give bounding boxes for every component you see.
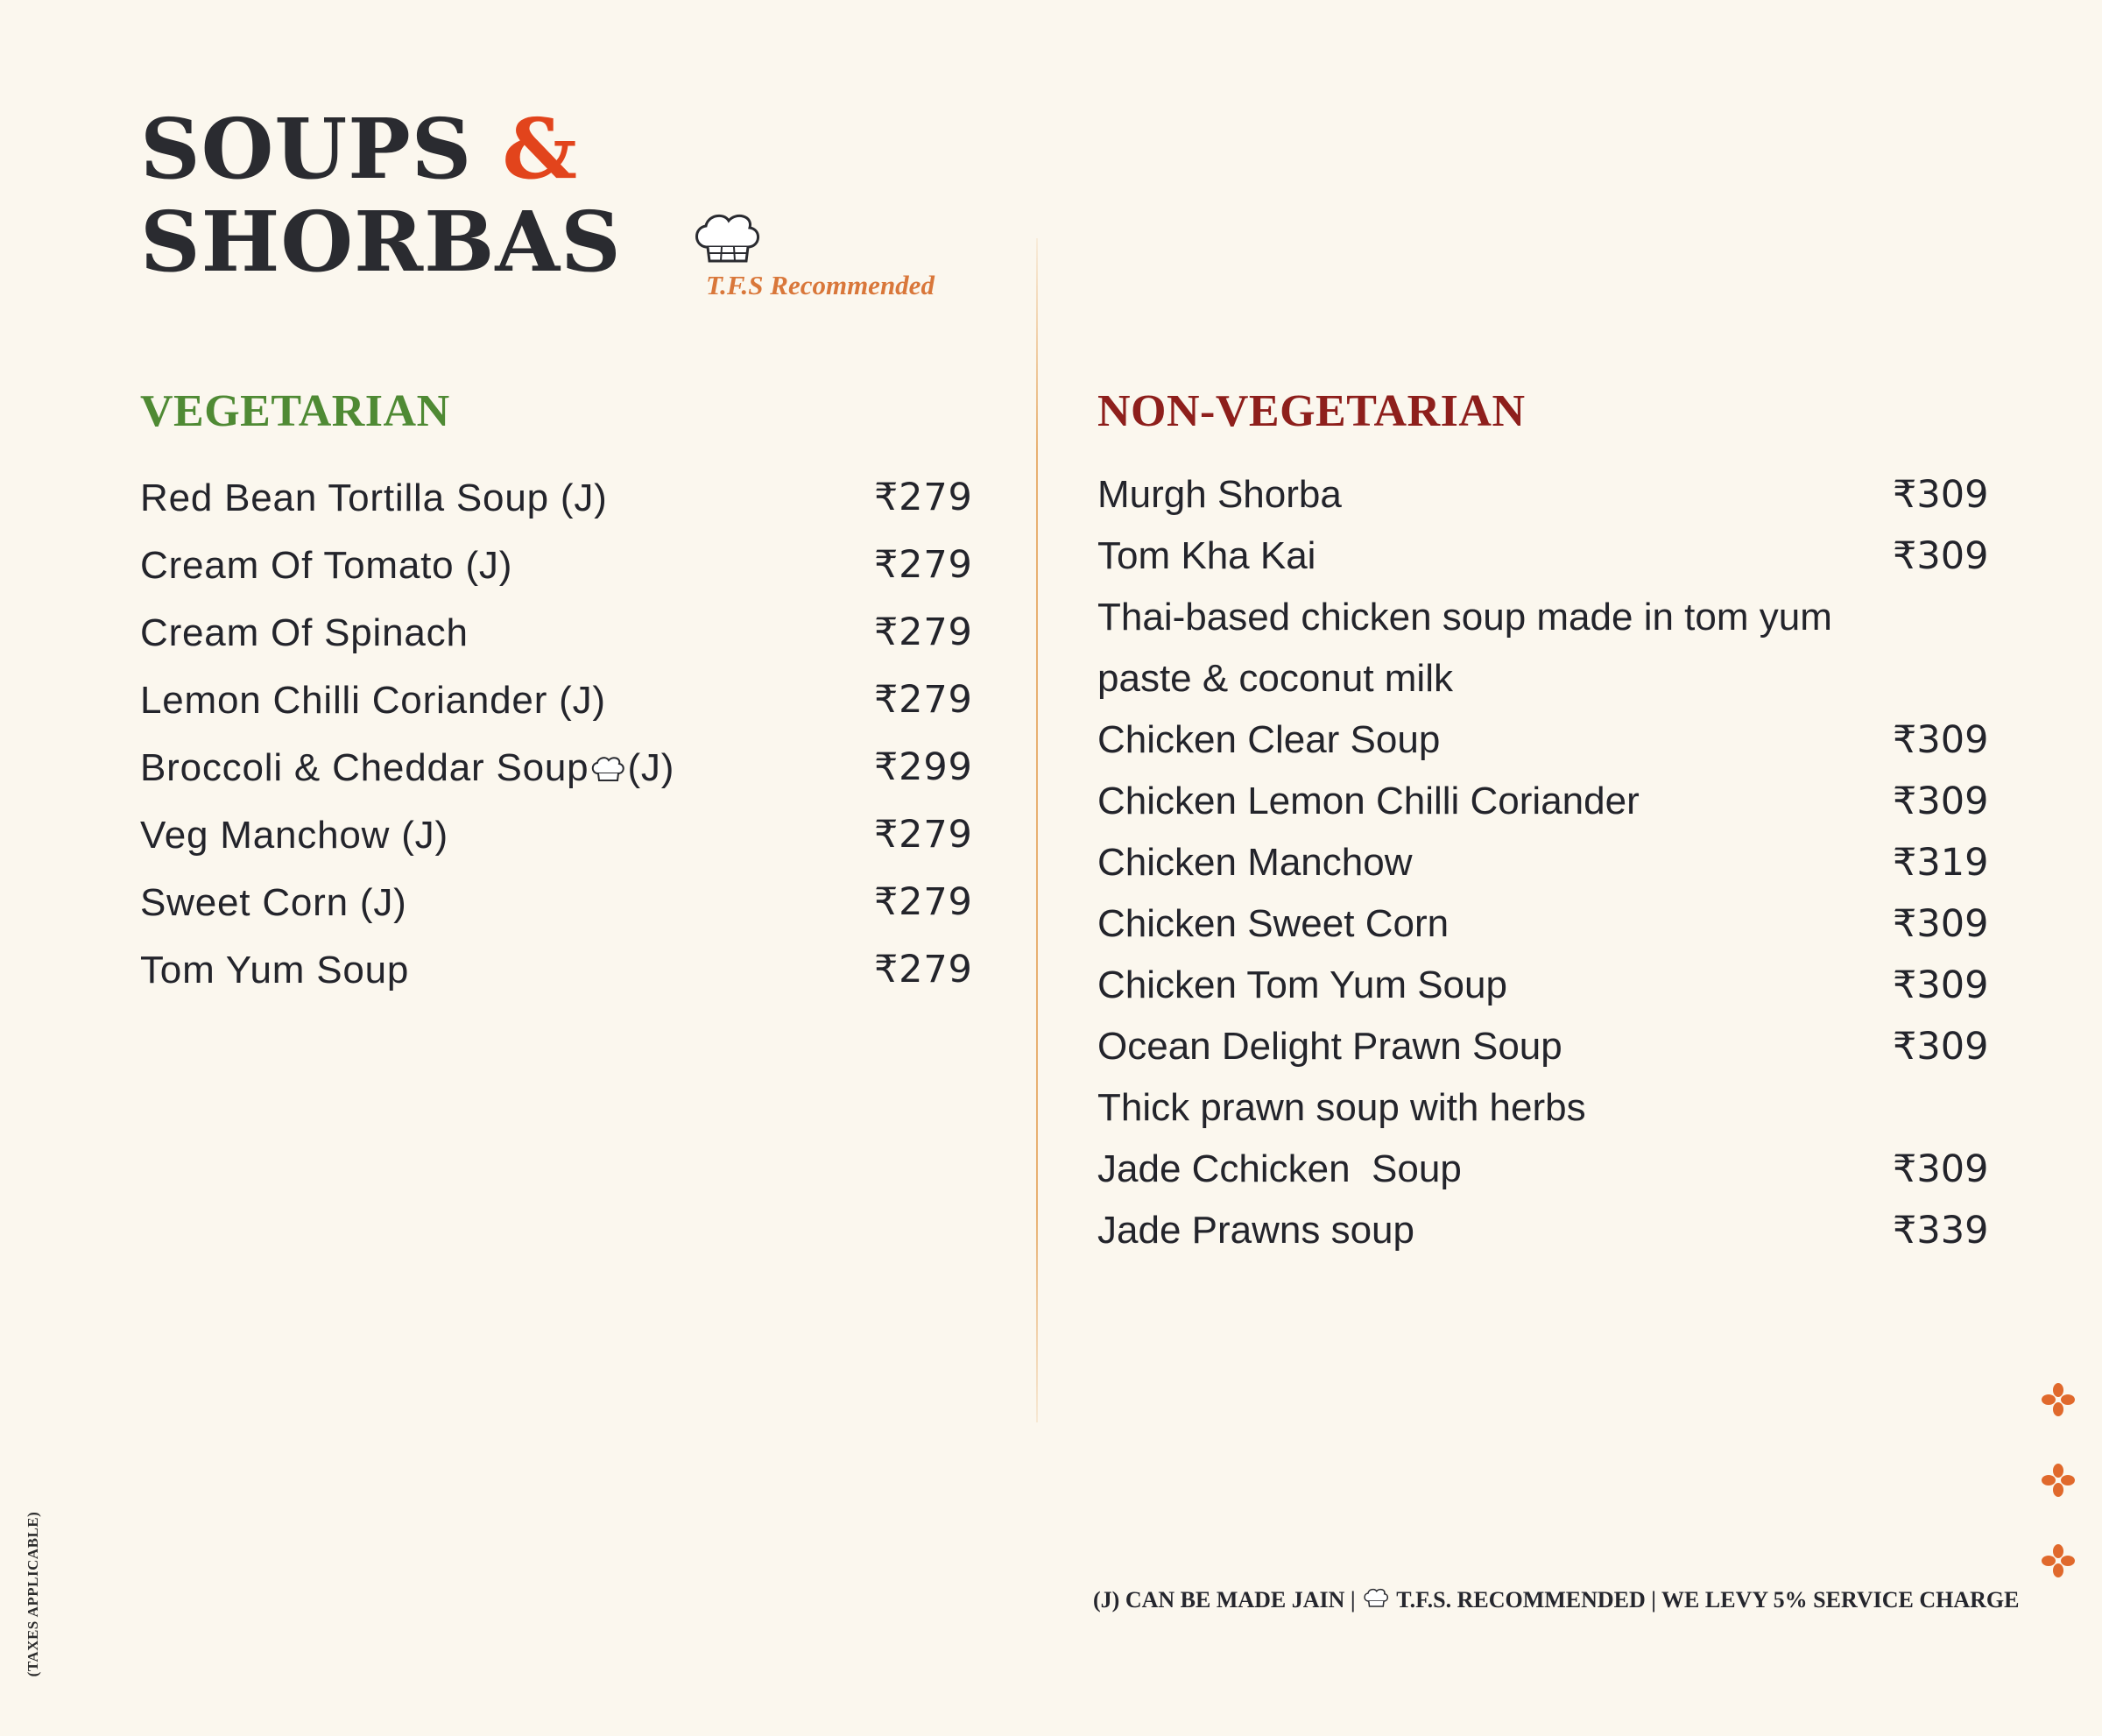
- item-name: Tom Yum Soup: [140, 949, 410, 991]
- item-name: Lemon Chilli Coriander (J): [140, 679, 606, 722]
- menu-item: [1097, 464, 1989, 526]
- menu-item: [140, 801, 973, 869]
- item-name: Chicken Sweet Corn: [1097, 902, 1450, 945]
- title-line-2: SHORBAS: [140, 194, 622, 291]
- vegetarian-heading: VEGETARIAN: [140, 386, 450, 436]
- menu-item: [1097, 1016, 1989, 1077]
- chef-hat-icon: [590, 756, 625, 784]
- item-price: ₹309: [1893, 718, 1989, 762]
- menu-item: [1097, 1139, 1989, 1200]
- item-name: Tom Kha Kai: [1097, 534, 1316, 577]
- item-description: [1097, 648, 1982, 709]
- item-price: ₹309: [1893, 902, 1989, 946]
- chef-hat-icon: [692, 212, 762, 268]
- footer-note: [1093, 1587, 2019, 1613]
- menu-item: [1097, 832, 1989, 893]
- item-price: ₹319: [1893, 841, 1989, 885]
- column-divider: [1036, 238, 1038, 1422]
- title-word-soups: SOUPS: [140, 101, 473, 198]
- recommended-badge: [692, 212, 946, 308]
- item-name: Sweet Corn (J): [140, 881, 407, 924]
- item-price: ₹279: [874, 948, 973, 991]
- item-price: ₹279: [874, 880, 973, 924]
- vegetarian-list: [140, 464, 973, 1004]
- menu-item: [140, 464, 973, 532]
- item-jain-mark: (J): [627, 746, 675, 789]
- footer-service-note: T.F.S. RECOMMENDED | WE LEVY 5% SERVICE CHARGE: [1396, 1587, 2020, 1613]
- item-description-text: Thick prawn soup with herbs: [1097, 1086, 1586, 1129]
- item-price: ₹279: [874, 476, 973, 519]
- menu-item: [140, 532, 973, 599]
- item-price: ₹279: [874, 813, 973, 857]
- non-vegetarian-list: [1097, 464, 1989, 1261]
- menu-item: [140, 599, 973, 667]
- item-price: ₹279: [874, 678, 973, 722]
- item-name: Cream Of Spinach: [140, 611, 469, 654]
- flower-icon: [2041, 1543, 2076, 1578]
- menu-item: [140, 667, 973, 734]
- item-name: Chicken Manchow: [1097, 841, 1413, 884]
- item-price: ₹309: [1893, 780, 1989, 823]
- flower-icon: [2041, 1382, 2076, 1417]
- item-name: Chicken Clear Soup: [1097, 718, 1441, 761]
- item-price: ₹309: [1893, 1147, 1989, 1191]
- item-description-text: Thai-based chicken soup made in tom yum: [1097, 596, 1832, 639]
- chef-hat-icon: [1363, 1588, 1389, 1609]
- item-price: ₹279: [874, 610, 973, 654]
- item-name: Chicken Lemon Chilli Coriander: [1097, 780, 1640, 822]
- item-price: ₹339: [1893, 1209, 1989, 1253]
- menu-item: [1097, 893, 1989, 955]
- flower-icon: [2041, 1463, 2076, 1498]
- item-name: Jade Prawns soup: [1097, 1209, 1414, 1252]
- item-price: ₹279: [874, 543, 973, 587]
- recommended-label: T.F.S Recommended: [706, 270, 935, 300]
- item-name: Ocean Delight Prawn Soup: [1097, 1025, 1562, 1068]
- menu-item: [1097, 1200, 1989, 1261]
- page-title: [140, 103, 622, 289]
- item-name: Chicken Tom Yum Soup: [1097, 963, 1507, 1006]
- non-vegetarian-heading: NON-VEGETARIAN: [1097, 386, 1526, 436]
- menu-item: [140, 734, 973, 801]
- item-price: ₹309: [1893, 963, 1989, 1007]
- item-name: Veg Manchow (J): [140, 814, 448, 857]
- menu-item: [140, 869, 973, 936]
- item-price: ₹309: [1893, 473, 1989, 517]
- decorative-flowers: [2041, 1382, 2084, 1624]
- item-description-text: paste & coconut milk: [1097, 657, 1453, 700]
- menu-item: [1097, 771, 1989, 832]
- menu-item: [1097, 955, 1989, 1016]
- title-ampersand: &: [502, 101, 579, 198]
- menu-item: [1097, 709, 1989, 771]
- item-description: [1097, 587, 1982, 648]
- item-price: ₹309: [1893, 1025, 1989, 1069]
- item-name: Red Bean Tortilla Soup (J): [140, 476, 608, 519]
- footer-jain-note: (J) CAN BE MADE JAIN |: [1093, 1587, 1356, 1613]
- menu-item: [140, 936, 973, 1004]
- item-name: Broccoli & Cheddar Soup: [140, 746, 589, 789]
- menu-item: [1097, 526, 1989, 587]
- item-name: Cream Of Tomato (J): [140, 544, 513, 587]
- title-line-1: [140, 103, 622, 196]
- item-price: ₹299: [874, 745, 973, 789]
- item-description: [1097, 1077, 1982, 1139]
- taxes-note: (TAXES APPLICABLE): [25, 1511, 41, 1677]
- item-name: Jade Cchicken Soup: [1097, 1147, 1462, 1190]
- item-price: ₹309: [1893, 534, 1989, 578]
- item-name: Murgh Shorba: [1097, 473, 1342, 516]
